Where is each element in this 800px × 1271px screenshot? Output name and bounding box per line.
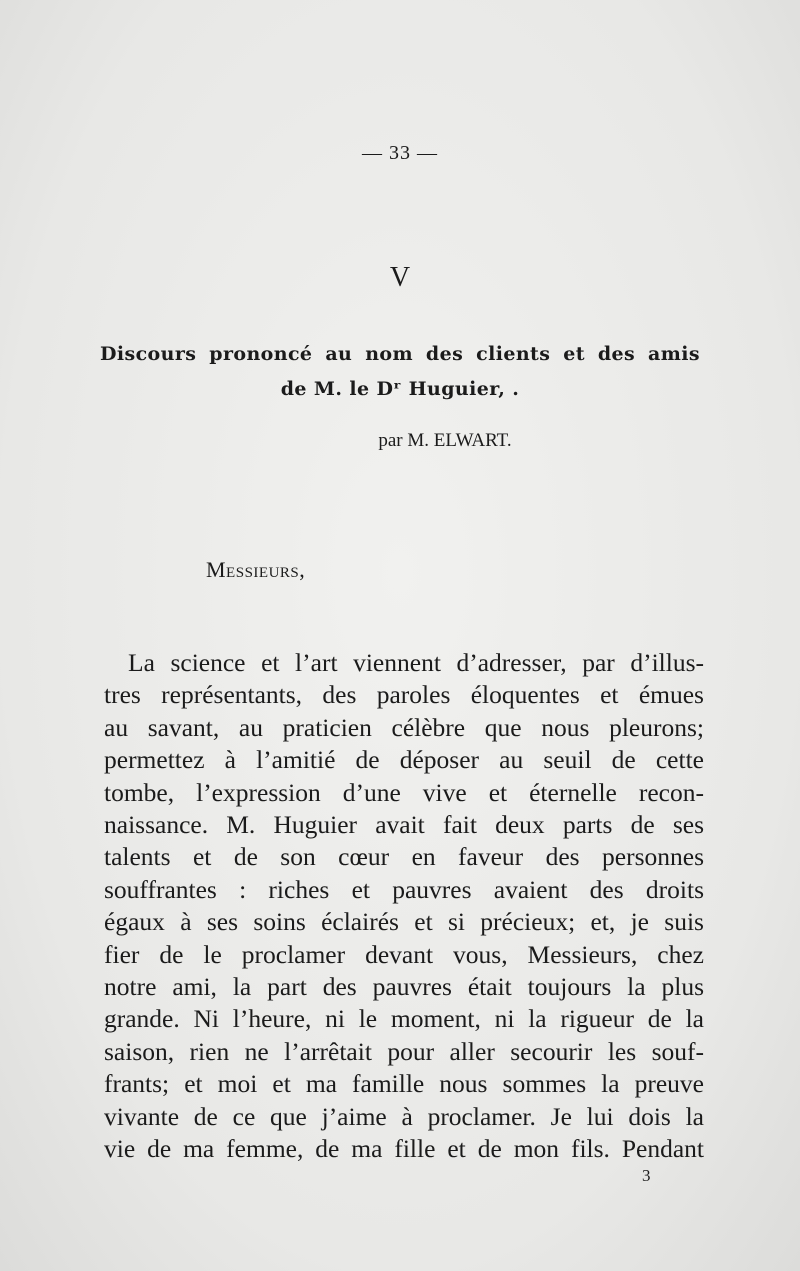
body-line: talents et de son cœur en faveur des personnes: [104, 842, 704, 872]
chapter-number: V: [389, 262, 411, 293]
body-line: souffrantes : riches et pauvres avaient des droits: [104, 874, 704, 904]
body-line: vivante de ce que j’aime à proclamer. Je lui dois la: [104, 1101, 704, 1131]
page-number: — 33 —: [362, 142, 438, 164]
body-line: tombe, l’expression d’une vive et éternelle recon-: [104, 777, 704, 807]
signature-mark: 3: [642, 1166, 651, 1185]
body-line: La science et l’art viennent d’adresser, par d’illus-: [128, 648, 704, 677]
body-line: fier de le proclamer devant vous, Messieurs, chez: [104, 939, 704, 969]
body-line: grande. Ni l’heure, ni le moment, ni la rigueur de la: [104, 1004, 704, 1034]
body-line: vie de ma femme, de ma fille et de mon fils. Pendant: [104, 1134, 704, 1164]
body-paragraph: [104, 647, 704, 1166]
body-line: notre ami, la part des pauvres était toujours la plus: [104, 972, 704, 1002]
body-line: égaux à ses soins éclairés et si précieux; et, je suis: [104, 907, 704, 937]
body-line: permettez à l’amitié de déposer au seuil de cette: [104, 745, 704, 775]
salutation: Messieurs,: [206, 557, 306, 582]
title-line-1: Discours prononcé au nom des clients et des amis: [100, 343, 700, 365]
title-line-2: de M. le Dʳ Huguier, .: [280, 378, 520, 400]
byline: par M. ELWART.: [378, 430, 512, 451]
body-line: naissance. M. Huguier avait fait deux parts de ses: [104, 810, 704, 840]
body-line: saison, rien ne l’arrêtait pour aller secourir les souf-: [104, 1036, 704, 1066]
body-line: au savant, au praticien célèbre que nous pleurons;: [104, 712, 704, 742]
body-line: tres représentants, des paroles éloquentes et émues: [104, 680, 704, 710]
body-line: frants; et moi et ma famille nous sommes la preuve: [104, 1069, 704, 1099]
